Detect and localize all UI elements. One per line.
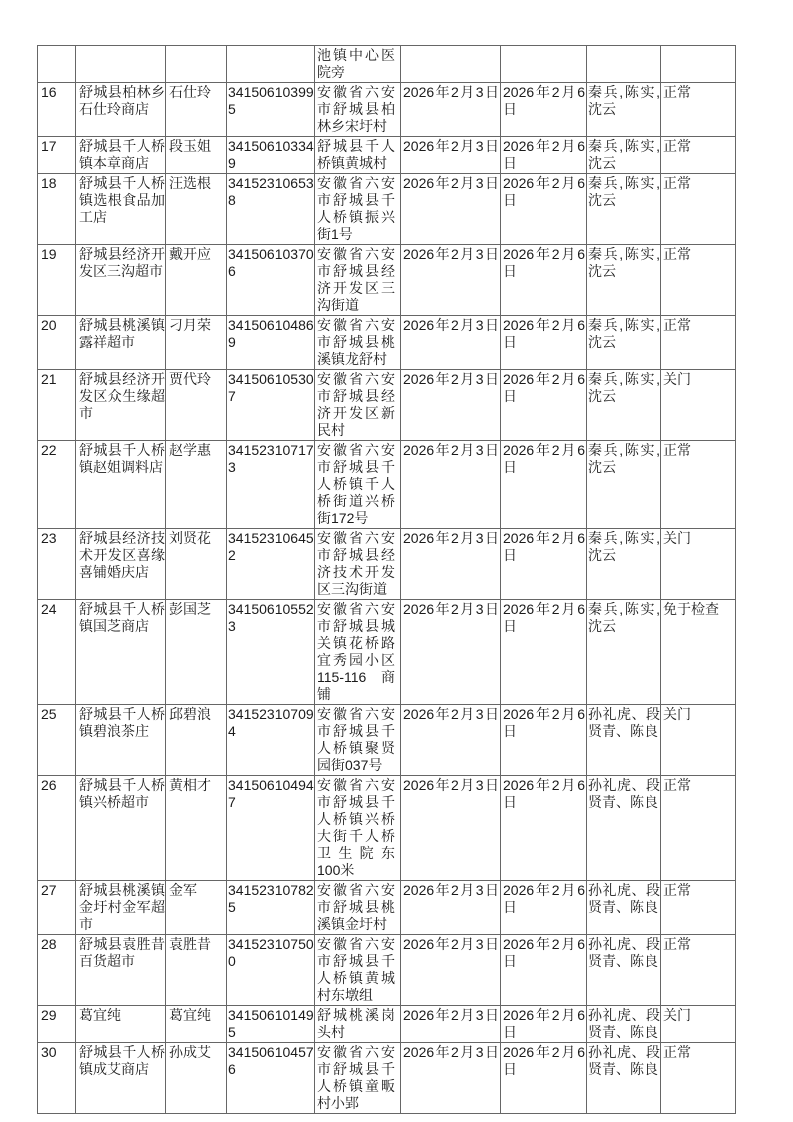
cell-license-number: 341506105523 (227, 600, 315, 705)
cell-index: 28 (38, 935, 76, 1006)
cell-license-number: 341506105307 (227, 370, 315, 441)
cell-store-name: 舒城县千人桥镇国芝商店 (76, 600, 166, 705)
cell-operator-name: 赵学惠 (166, 441, 227, 529)
cell-inspectors: 秦兵,陈实,沈云 (587, 174, 661, 245)
cell-license-number: 341506101495 (227, 1006, 315, 1043)
cell-index: 16 (38, 83, 76, 137)
cell-inspectors: 秦兵,陈实,沈云 (587, 441, 661, 529)
table-row (38, 316, 736, 370)
cell-address: 安徽省六安市舒城县千人桥镇振兴街1号 (315, 174, 401, 245)
cell-index: 21 (38, 370, 76, 441)
table-row (38, 935, 736, 1006)
cell-inspectors: 孙礼虎、段贤青、陈良 (587, 705, 661, 776)
cell-check-date: 2026年2月3日 (401, 881, 501, 935)
cell-publish-date: 2026年2月6日 (501, 881, 587, 935)
cell-operator-name: 刁月荣 (166, 316, 227, 370)
cell-publish-date: 2026年2月6日 (501, 174, 587, 245)
cell-publish-date: 2026年2月6日 (501, 776, 587, 881)
cell-status: 正常 (661, 83, 736, 137)
cell-inspectors: 孙礼虎、段贤青、陈良 (587, 935, 661, 1006)
cell-license-number: 341523107500 (227, 935, 315, 1006)
cell-address: 安徽省六安市舒城县经济技术开发区三沟街道 (315, 529, 401, 600)
cell-status: 正常 (661, 776, 736, 881)
cell-check-date: 2026年2月3日 (401, 600, 501, 705)
cell-check-date: 2026年2月3日 (401, 174, 501, 245)
cell-check-date: 2026年2月3日 (401, 776, 501, 881)
cell-status: 正常 (661, 881, 736, 935)
cell-status: 关门 (661, 370, 736, 441)
cell-operator-name: 戴开应 (166, 245, 227, 316)
cell-operator-name: 金军 (166, 881, 227, 935)
cell-check-date: 2026年2月3日 (401, 935, 501, 1006)
cell-index: 30 (38, 1043, 76, 1114)
cell-publish-date: 2026年2月6日 (501, 245, 587, 316)
cell-store-name: 舒城县千人桥镇碧浪茶庄 (76, 705, 166, 776)
table-row (38, 776, 736, 881)
carryover-row (38, 46, 736, 83)
cell-index: 24 (38, 600, 76, 705)
cell-operator-name: 刘贤花 (166, 529, 227, 600)
cell-status: 正常 (661, 935, 736, 1006)
cell-address: 安徽省六安市舒城县千人桥镇聚贤园街037号 (315, 705, 401, 776)
cell-inspectors: 孙礼虎、段贤青、陈良 (587, 1043, 661, 1114)
cell-operator-name: 邱碧浪 (166, 705, 227, 776)
cell-store-name: 舒城县千人桥镇成艾商店 (76, 1043, 166, 1114)
cell-license-number: 341506104576 (227, 1043, 315, 1114)
table-row (38, 83, 736, 137)
cell-license-number: 341506104869 (227, 316, 315, 370)
cell-address: 安徽省六安市舒城县千人桥镇黄城村东墩组 (315, 935, 401, 1006)
cell-store-name: 舒城县千人桥镇本章商店 (76, 137, 166, 174)
cell-inspectors: 秦兵,陈实,沈云 (587, 600, 661, 705)
cell-address: 安徽省六安市舒城县桃溪镇金圩村 (315, 881, 401, 935)
cell-index: 22 (38, 441, 76, 529)
cell-status: 关门 (661, 705, 736, 776)
cell-status: 正常 (661, 441, 736, 529)
cell-check-date: 2026年2月3日 (401, 137, 501, 174)
cell-operator-name: 袁胜昔 (166, 935, 227, 1006)
cell-index: 27 (38, 881, 76, 935)
cell-inspectors: 秦兵,陈实,沈云 (587, 529, 661, 600)
cell-check-date: 2026年2月3日 (401, 529, 501, 600)
cell-publish-date: 2026年2月6日 (501, 441, 587, 529)
cell-store-name: 葛宜纯 (76, 1006, 166, 1043)
cell-status: 正常 (661, 316, 736, 370)
cell-operator-name (166, 46, 227, 83)
cell-publish-date: 2026年2月6日 (501, 137, 587, 174)
cell-address: 安徽省六安市舒城县千人桥镇兴桥大街千人桥卫生院东100米 (315, 776, 401, 881)
cell-store-name: 舒城县千人桥镇赵姐调料店 (76, 441, 166, 529)
cell-publish-date: 2026年2月6日 (501, 705, 587, 776)
table-row (38, 1043, 736, 1114)
cell-operator-name: 黄相才 (166, 776, 227, 881)
cell-license-number (227, 46, 315, 83)
cell-publish-date: 2026年2月6日 (501, 935, 587, 1006)
cell-publish-date: 2026年2月6日 (501, 1043, 587, 1114)
cell-publish-date: 2026年2月6日 (501, 529, 587, 600)
cell-index: 26 (38, 776, 76, 881)
cell-address: 安徽省六安市舒城县柏林乡宋圩村 (315, 83, 401, 137)
cell-publish-date: 2026年2月6日 (501, 600, 587, 705)
cell-inspectors: 秦兵,陈实,沈云 (587, 137, 661, 174)
cell-index: 18 (38, 174, 76, 245)
table-row (38, 441, 736, 529)
cell-index: 29 (38, 1006, 76, 1043)
table-row (38, 245, 736, 316)
cell-store-name: 舒城县千人桥镇兴桥超市 (76, 776, 166, 881)
cell-publish-date: 2026年2月6日 (501, 83, 587, 137)
table-row (38, 705, 736, 776)
cell-index: 23 (38, 529, 76, 600)
cell-publish-date: 2026年2月6日 (501, 370, 587, 441)
cell-store-name: 舒城县袁胜昔百货超市 (76, 935, 166, 1006)
cell-index (38, 46, 76, 83)
inspection-records-table (37, 45, 736, 1114)
cell-address: 安徽省六安市舒城县千人桥镇童畈村小郢 (315, 1043, 401, 1114)
cell-store-name: 舒城县经济开发区三沟超市 (76, 245, 166, 316)
cell-inspectors: 秦兵,陈实,沈云 (587, 83, 661, 137)
cell-store-name: 舒城县桃溪镇露祥超市 (76, 316, 166, 370)
cell-index: 17 (38, 137, 76, 174)
cell-license-number: 341523107173 (227, 441, 315, 529)
cell-operator-name: 贾代玲 (166, 370, 227, 441)
cell-license-number: 341506103349 (227, 137, 315, 174)
cell-status: 正常 (661, 137, 736, 174)
cell-inspectors: 孙礼虎、段贤青、陈良 (587, 776, 661, 881)
cell-license-number: 341523106452 (227, 529, 315, 600)
cell-check-date: 2026年2月3日 (401, 1043, 501, 1114)
cell-publish-date: 2026年2月6日 (501, 1006, 587, 1043)
cell-address: 池镇中心医院旁 (315, 46, 401, 83)
table-row (38, 600, 736, 705)
cell-inspectors (587, 46, 661, 83)
cell-inspectors: 孙礼虎、段贤青、陈良 (587, 881, 661, 935)
cell-index: 20 (38, 316, 76, 370)
cell-check-date: 2026年2月3日 (401, 245, 501, 316)
cell-check-date: 2026年2月3日 (401, 316, 501, 370)
cell-check-date: 2026年2月3日 (401, 705, 501, 776)
cell-status: 免于检查 (661, 600, 736, 705)
cell-check-date: 2026年2月3日 (401, 370, 501, 441)
cell-publish-date (501, 46, 587, 83)
cell-status: 正常 (661, 1043, 736, 1114)
cell-license-number: 341506103995 (227, 83, 315, 137)
cell-store-name: 舒城县柏林乡石仕玲商店 (76, 83, 166, 137)
cell-status: 关门 (661, 1006, 736, 1043)
cell-address: 安徽省六安市舒城县千人桥镇千人桥街道兴桥街172号 (315, 441, 401, 529)
cell-store-name: 舒城县千人桥镇选根食品加工店 (76, 174, 166, 245)
cell-license-number: 341523107825 (227, 881, 315, 935)
table-row (38, 881, 736, 935)
cell-publish-date: 2026年2月6日 (501, 316, 587, 370)
table-row (38, 370, 736, 441)
table-row (38, 137, 736, 174)
cell-check-date: 2026年2月3日 (401, 83, 501, 137)
cell-operator-name: 石仕玲 (166, 83, 227, 137)
cell-address: 安徽省六安市舒城县城关镇花桥路宜秀园小区115-116 商铺 (315, 600, 401, 705)
cell-index: 19 (38, 245, 76, 316)
cell-operator-name: 葛宜纯 (166, 1006, 227, 1043)
cell-license-number: 341506103706 (227, 245, 315, 316)
cell-address: 安徽省六安市舒城县经济开发区三沟街道 (315, 245, 401, 316)
cell-address: 安徽省六安市舒城县桃溪镇龙舒村 (315, 316, 401, 370)
table-row (38, 529, 736, 600)
cell-operator-name: 彭国芝 (166, 600, 227, 705)
cell-store-name: 舒城县桃溪镇金圩村金军超市 (76, 881, 166, 935)
cell-check-date (401, 46, 501, 83)
cell-license-number: 341506104947 (227, 776, 315, 881)
table-row (38, 1006, 736, 1043)
table-row (38, 174, 736, 245)
cell-operator-name: 汪选根 (166, 174, 227, 245)
cell-index: 25 (38, 705, 76, 776)
cell-status: 正常 (661, 245, 736, 316)
cell-store-name (76, 46, 166, 83)
cell-store-name: 舒城县经济技术开发区喜缘喜铺婚庆店 (76, 529, 166, 600)
cell-status: 关门 (661, 529, 736, 600)
cell-operator-name: 段玉姐 (166, 137, 227, 174)
cell-operator-name: 孙成艾 (166, 1043, 227, 1114)
cell-check-date: 2026年2月3日 (401, 1006, 501, 1043)
cell-license-number: 341523107094 (227, 705, 315, 776)
cell-address: 舒城桃溪岗头村 (315, 1006, 401, 1043)
cell-license-number: 341523106538 (227, 174, 315, 245)
cell-inspectors: 秦兵,陈实,沈云 (587, 316, 661, 370)
cell-address: 舒城县千人桥镇黄城村 (315, 137, 401, 174)
cell-store-name: 舒城县经济开发区众生缘超市 (76, 370, 166, 441)
cell-inspectors: 秦兵,陈实,沈云 (587, 370, 661, 441)
cell-inspectors: 孙礼虎、段贤青、陈良 (587, 1006, 661, 1043)
cell-status: 正常 (661, 174, 736, 245)
cell-check-date: 2026年2月3日 (401, 441, 501, 529)
cell-inspectors: 秦兵,陈实,沈云 (587, 245, 661, 316)
cell-address: 安徽省六安市舒城县经济开发区新民村 (315, 370, 401, 441)
cell-status (661, 46, 736, 83)
